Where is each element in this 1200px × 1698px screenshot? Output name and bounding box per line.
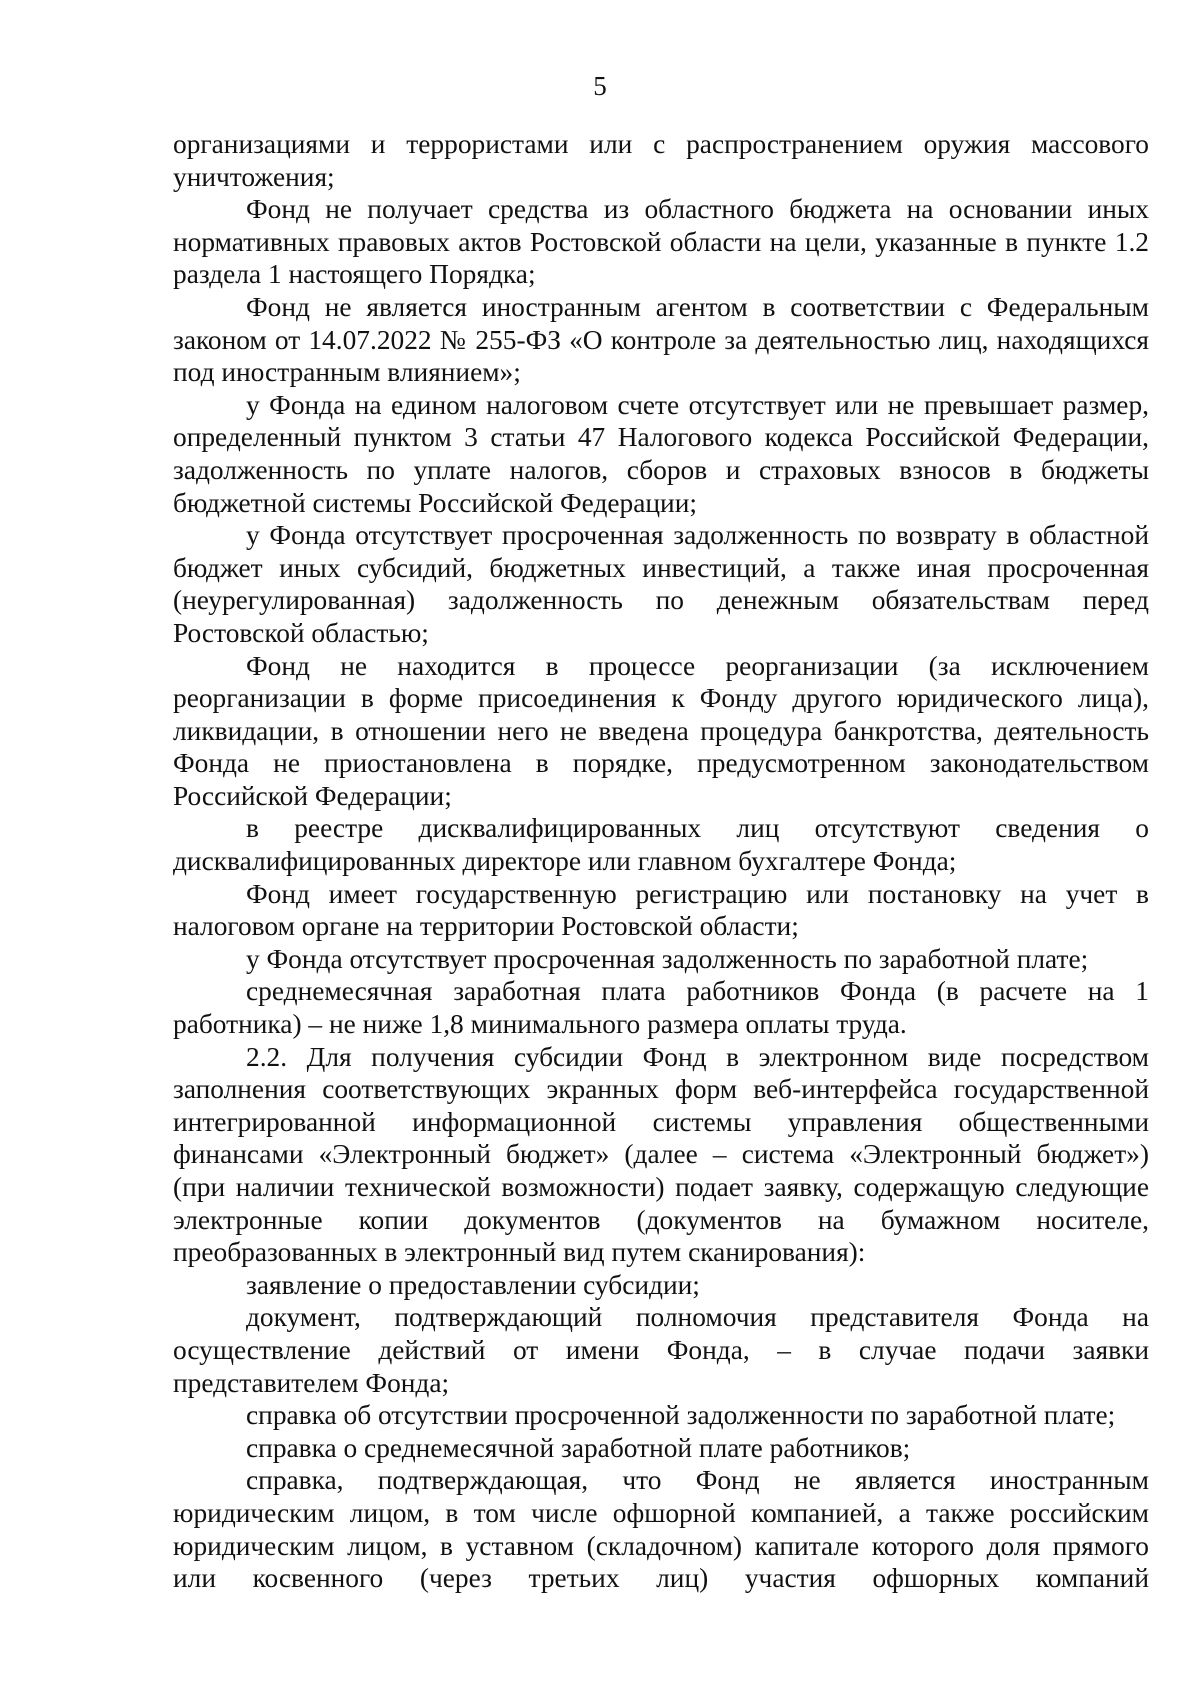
paragraph: среднемесячная заработная плата работников Фонда (в расчете на 1 работника) – не ниже 1,8 минимального размера оплаты труда. (173, 976, 1149, 1040)
paragraph: Фонд не получает средства из областного бюджета на основании иных нормативных правовых актов Ростовской области на цели, указанные в пункте 1.2 раздела 1 настоящего Порядка; (173, 194, 1149, 290)
paragraph: заявление о предоставлении субсидии; (246, 1269, 700, 1300)
document-body (173, 128, 1149, 1595)
paragraph: в реестре дисквалифицированных лиц отсутствуют сведения о дисквалифицированных директоре или главном бухгалтере Фонда; (173, 813, 1149, 877)
paragraph: справка о среднемесячной заработной плате работников; (246, 1432, 911, 1463)
paragraph: Фонд не находится в процессе реорганизации (за исключением реорганизации в форме присоединения к Фонду другого юридического лица), ликвидации, в отношении него не введена процедура банкротства, деятельность Фонда не приостановлена в порядке, предусмотренном законодательством Российской Федерации; (173, 650, 1149, 811)
paragraph: 2.2. Для получения субсидии Фонд в электронном виде посредством заполнения соответствующих экранных форм веб-интерфейса государственной интегрированной информационной системы управления общественными финансами «Электронный бюджет» (далее – система «Электронный бюджет») (при наличии технической возможности) подает заявку, содержащую следующие электронные копии документов (документов на бумажном носителе, преобразованных в электронный вид путем сканирования): (173, 1041, 1149, 1268)
paragraph: у Фонда отсутствует просроченная задолженность по возврату в областной бюджет иных субсидий, бюджетных инвестиций, а также иная просроченная (неурегулированная) задолженность по денежным обязательствам перед Ростовской областью; (173, 520, 1149, 648)
paragraph: организациями и террористами или с распространением оружия массового уничтожения; (173, 129, 1149, 192)
paragraph: справка об отсутствии просроченной задолженности по заработной плате; (246, 1400, 1116, 1431)
paragraph: документ, подтверждающий полномочия представителя Фонда на осуществление действий от имени Фонда, – в случае подачи заявки представителем Фонда; (173, 1302, 1149, 1398)
paragraph: справка, подтверждающая, что Фонд не является иностранным юридическим лицом, в том числе офшорной компанией, а также российским юридическим лицом, в уставном (складочном) капитале которого доля прямого или косвенного (через третьих лиц) участия офшорных компаний (173, 1465, 1149, 1594)
paragraph: Фонд не является иностранным агентом в соответствии с Федеральным законом от 14.07.2022 № 255-ФЗ «О контроле за деятельностью лиц, находящихся под иностранным влиянием»; (173, 291, 1149, 388)
paragraph: у Фонда отсутствует просроченная задолженность по заработной плате; (246, 943, 1089, 974)
paragraph: у Фонда на едином налоговом счете отсутствует или не превышает размер, определенный пунктом 3 статьи 47 Налогового кодекса Российской Федерации, задолженность по уплате налогов, сборов и страховых взносов в бюджеты бюджетной системы Российской Федерации; (173, 389, 1149, 518)
paragraph: Фонд имеет государственную регистрацию или постановку на учет в налоговом органе на территории Ростовской области; (173, 878, 1149, 942)
page-number: 5 (593, 71, 607, 101)
